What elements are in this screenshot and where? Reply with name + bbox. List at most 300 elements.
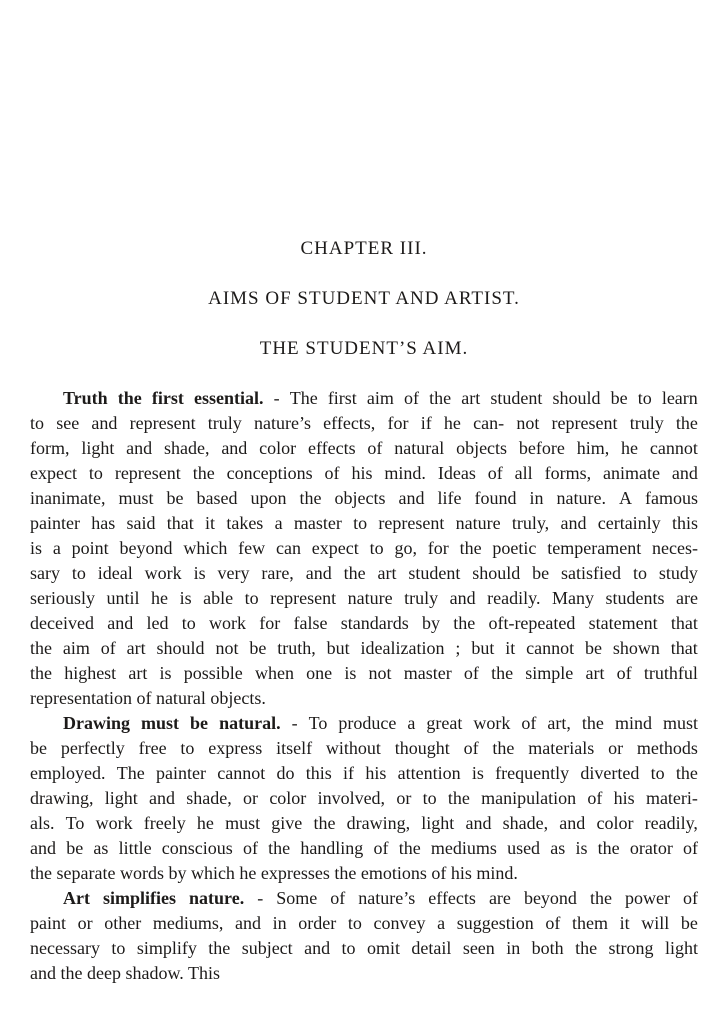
word: readily, [644, 813, 698, 833]
word: both [531, 938, 564, 958]
word: oft-repeated [488, 613, 576, 633]
word: beyond [119, 538, 173, 558]
word: cannot [217, 763, 266, 783]
word: be [249, 638, 267, 658]
word: of [404, 388, 420, 408]
word: in [506, 938, 521, 958]
word: A [618, 488, 632, 508]
word: methods [636, 738, 698, 758]
word: to [422, 788, 437, 808]
word: the [581, 713, 604, 733]
word: truly [207, 413, 242, 433]
word: life [437, 488, 462, 508]
word: work [144, 563, 182, 583]
word: work [473, 713, 511, 733]
word: in [272, 913, 287, 933]
word: study [658, 563, 698, 583]
word: few [238, 538, 266, 558]
word: upon [250, 488, 287, 508]
word: drawing, [30, 788, 94, 808]
word: inanimate, [30, 488, 106, 508]
word: order [298, 913, 337, 933]
word: truly [404, 588, 439, 608]
paragraph-lead-word: Truth [63, 388, 108, 408]
text-line [30, 386, 698, 411]
word: it [505, 638, 516, 658]
word: of [587, 788, 603, 808]
word: be [680, 913, 698, 933]
word: suggestion [456, 913, 534, 933]
word: aim [62, 638, 90, 658]
word: be [166, 488, 184, 508]
word: and [304, 938, 331, 958]
word: see [56, 413, 80, 433]
word: to [180, 738, 195, 758]
text-line [30, 661, 698, 686]
word: art, [547, 713, 571, 733]
word: color [596, 813, 634, 833]
word: is [344, 663, 357, 683]
word: art [128, 663, 148, 683]
word: them [572, 913, 608, 933]
word: truth, [277, 638, 316, 658]
word: be [610, 388, 628, 408]
word: takes [226, 513, 264, 533]
word: his [365, 763, 387, 783]
word: be [585, 638, 602, 658]
word: if [420, 413, 432, 433]
word: that [670, 613, 698, 633]
word: is [193, 563, 206, 583]
word: freely [143, 813, 186, 833]
word: standards [340, 613, 409, 633]
word: has [91, 513, 116, 533]
word: is [575, 838, 588, 858]
word: of [521, 713, 537, 733]
word: attention [397, 763, 461, 783]
word: aim [366, 388, 394, 408]
word: student [408, 563, 461, 583]
word: the [299, 488, 322, 508]
word: in [529, 488, 544, 508]
word: convey [373, 913, 426, 933]
word: represent [270, 588, 337, 608]
word: painter [156, 763, 206, 783]
word: light [104, 788, 138, 808]
word: work [95, 813, 133, 833]
word: but [471, 638, 495, 658]
word: and [465, 813, 492, 833]
word: should [552, 388, 601, 408]
word: used [507, 838, 541, 858]
word: to [637, 388, 652, 408]
word: are [676, 588, 698, 608]
word: shown [612, 638, 660, 658]
word: the [453, 613, 476, 633]
word: and [30, 838, 56, 858]
word: that [670, 638, 698, 658]
text-line [30, 636, 698, 661]
word: point [71, 538, 109, 558]
word: natural [394, 438, 445, 458]
word: satisfied [561, 563, 622, 583]
word: give [271, 813, 303, 833]
word: must [118, 488, 154, 508]
word: employed. [30, 763, 106, 783]
word: great [426, 713, 463, 733]
text-line [30, 786, 698, 811]
word: student [490, 388, 543, 408]
word: all [514, 463, 533, 483]
word: before [518, 438, 565, 458]
word: art [377, 563, 397, 583]
word: this [305, 763, 332, 783]
word: false [293, 613, 328, 633]
word: cannot [526, 638, 575, 658]
word: little [118, 838, 152, 858]
word: itself [276, 738, 313, 758]
word: shade, [164, 438, 210, 458]
text-line [30, 611, 698, 636]
paragraph [30, 386, 698, 711]
text-line [30, 811, 698, 836]
word: a [274, 513, 283, 533]
word: cannot [649, 438, 698, 458]
word: effects [307, 438, 356, 458]
word: represent [129, 413, 196, 433]
word: effects, [323, 413, 376, 433]
word: but [326, 638, 350, 658]
word: found [474, 488, 517, 508]
word: handling [300, 838, 364, 858]
word: To [65, 813, 85, 833]
word: first [327, 388, 357, 408]
text-line [30, 761, 698, 786]
paragraph-lead-word: natural. [219, 713, 281, 733]
word: paint [30, 913, 66, 933]
word: or [243, 788, 259, 808]
word: is [179, 588, 192, 608]
word: of [616, 663, 632, 683]
word: neces- [652, 538, 698, 558]
word: - [257, 888, 264, 908]
word: of [324, 463, 340, 483]
word: shade, [186, 788, 232, 808]
paragraph-lead-word: first [151, 388, 184, 408]
word: not [368, 663, 392, 683]
word: of [487, 463, 503, 483]
word: idealization [360, 638, 445, 658]
word: famous [644, 488, 698, 508]
word: the [30, 638, 52, 658]
word: this [671, 513, 698, 533]
text-line [30, 836, 698, 861]
word: as [93, 838, 109, 858]
word: sary [30, 563, 60, 583]
word: and [305, 563, 332, 583]
word: art [461, 388, 481, 408]
paragraph-lead-word: nature. [189, 888, 245, 908]
word: deceived [30, 613, 94, 633]
word: which [183, 538, 228, 558]
word: the [675, 763, 698, 783]
word: manipulation [481, 788, 577, 808]
text-line [30, 411, 698, 436]
word: the [343, 563, 366, 583]
word: the [398, 838, 421, 858]
word: light [664, 938, 698, 958]
word: to [341, 938, 356, 958]
word: involved, [317, 788, 386, 808]
word: or [396, 788, 412, 808]
word: and [398, 488, 425, 508]
word: students [605, 588, 665, 608]
word: he [151, 588, 169, 608]
word: of [330, 888, 346, 908]
word: simplify [136, 938, 197, 958]
word: his [351, 463, 373, 483]
word: represent [551, 413, 618, 433]
word: ; [455, 638, 461, 658]
word: objects [456, 438, 508, 458]
word: to [111, 938, 126, 958]
word: color [259, 438, 297, 458]
word: he [621, 438, 639, 458]
text-line [30, 886, 698, 911]
word: and [234, 913, 261, 933]
word: for [427, 538, 449, 558]
word: animate [603, 463, 660, 483]
word: to [88, 463, 103, 483]
word: be [532, 563, 550, 583]
word: and [126, 438, 153, 458]
word: go, [394, 538, 417, 558]
word: or [608, 738, 624, 758]
word: certainly [597, 513, 661, 533]
word: one [306, 663, 333, 683]
word: highest [64, 663, 117, 683]
word: the [575, 938, 598, 958]
text-line: representation of natural objects. [30, 688, 266, 708]
word: Many [551, 588, 594, 608]
word: forms, [544, 463, 592, 483]
text-line [30, 736, 698, 761]
word: is [159, 663, 172, 683]
word: conceptions [226, 463, 313, 483]
word: subject [241, 938, 293, 958]
word: must [662, 713, 698, 733]
word: without [325, 738, 381, 758]
word: the [597, 838, 620, 858]
word: seriously [30, 588, 95, 608]
word: be [66, 838, 84, 858]
text-line [30, 536, 698, 561]
word: said [126, 513, 156, 533]
word: represent [378, 513, 445, 533]
word: drawing, [346, 813, 411, 833]
word: and [559, 813, 586, 833]
word: of [367, 438, 383, 458]
word: his [613, 788, 635, 808]
subsection-heading: THE STUDENT’S AIM. [259, 338, 469, 359]
paragraph-lead-word: the [117, 388, 142, 408]
word: master [293, 513, 342, 533]
word: of [683, 838, 698, 858]
word: art [126, 638, 146, 658]
paragraph-lead-word: simplifies [103, 888, 177, 908]
word: detail [411, 938, 452, 958]
word: do [276, 763, 295, 783]
text-line [30, 486, 698, 511]
word: the [192, 463, 215, 483]
word: possible [183, 663, 243, 683]
paragraph-lead-word: Drawing [63, 713, 130, 733]
text-line [30, 461, 698, 486]
word: mind. [384, 463, 426, 483]
word: light [81, 438, 115, 458]
word: rare, [261, 563, 294, 583]
word: the [313, 813, 336, 833]
body-text [30, 386, 698, 986]
word: poetic [492, 538, 537, 558]
word: free [138, 738, 167, 758]
word: materials [528, 738, 595, 758]
word: and [107, 613, 134, 633]
word: mediums, [152, 913, 224, 933]
text-line [30, 436, 698, 461]
word: led [146, 613, 169, 633]
word: materi- [645, 788, 698, 808]
word: readily. [487, 588, 541, 608]
word: shade, [502, 813, 549, 833]
text-line [30, 936, 698, 961]
word: and [91, 413, 118, 433]
word: diverted [580, 763, 640, 783]
text-line [30, 511, 698, 536]
word: and [449, 588, 476, 608]
word: color [269, 788, 307, 808]
word: him, [576, 438, 610, 458]
word: beyond [523, 888, 577, 908]
word: the [589, 888, 612, 908]
word: mediums [430, 838, 497, 858]
word: a [52, 538, 61, 558]
word: it [205, 513, 216, 533]
paragraph-lead-word: be [190, 713, 209, 733]
word: can- [473, 413, 505, 433]
word: To [308, 713, 328, 733]
word: of [100, 638, 116, 658]
word: of [682, 888, 698, 908]
word: nature’s [358, 888, 416, 908]
word: expect [311, 538, 359, 558]
word: simple [525, 663, 574, 683]
word: - [291, 713, 298, 733]
text-line [30, 586, 698, 611]
word: a [437, 913, 446, 933]
word: als. [30, 813, 55, 833]
word: based [196, 488, 238, 508]
word: the [675, 413, 698, 433]
word: the [491, 663, 514, 683]
word: power [624, 888, 670, 908]
word: and [671, 463, 698, 483]
word: to [71, 563, 86, 583]
word: the [429, 388, 452, 408]
word: nature’s [253, 413, 311, 433]
word: he [196, 813, 214, 833]
word: omit [366, 938, 400, 958]
word: truthful [643, 663, 698, 683]
chapter-heading: CHAPTER III. [300, 238, 428, 259]
word: painter [30, 513, 80, 533]
word: of [463, 663, 479, 683]
text-line [30, 711, 698, 736]
word: orator [629, 838, 673, 858]
word: should [472, 563, 521, 583]
word: by [421, 613, 440, 633]
word: not [215, 638, 239, 658]
word: the [492, 738, 515, 758]
word: to [30, 413, 45, 433]
word: able [203, 588, 234, 608]
word: to [347, 913, 362, 933]
word: The [116, 763, 145, 783]
word: can [275, 538, 301, 558]
word: art [585, 663, 605, 683]
word: be [30, 738, 47, 758]
section-heading: AIMS OF STUDENT AND ARTIST. [208, 288, 520, 309]
paragraph-lead-word: must [141, 713, 180, 733]
word: he [443, 413, 461, 433]
word: for [259, 613, 281, 633]
word: the [459, 538, 482, 558]
word: the [208, 938, 231, 958]
word: until [106, 588, 140, 608]
word: nature [347, 588, 393, 608]
word: The [289, 388, 318, 408]
word: of [242, 838, 258, 858]
word: is [471, 763, 484, 783]
word: Ideas [437, 463, 476, 483]
word: must [225, 813, 261, 833]
word: that [166, 513, 194, 533]
paragraph-lead-word: essential. [194, 388, 264, 408]
word: light [421, 813, 455, 833]
word: to [181, 613, 196, 633]
word: are [488, 888, 511, 908]
word: truly, [511, 513, 550, 533]
word: of [463, 738, 479, 758]
word: not [516, 413, 540, 433]
word: nature. [556, 488, 606, 508]
word: conscious [161, 838, 233, 858]
word: and [149, 788, 176, 808]
word: Some [276, 888, 318, 908]
word: represent [114, 463, 181, 483]
word: seen [462, 938, 495, 958]
word: the [447, 788, 470, 808]
word: temperament [547, 538, 642, 558]
word: nature [455, 513, 501, 533]
word: objects [334, 488, 386, 508]
word: work [208, 613, 246, 633]
word: to [369, 538, 384, 558]
word: the [30, 663, 52, 683]
word: of [373, 838, 389, 858]
word: necessary [30, 938, 100, 958]
word: master [403, 663, 452, 683]
